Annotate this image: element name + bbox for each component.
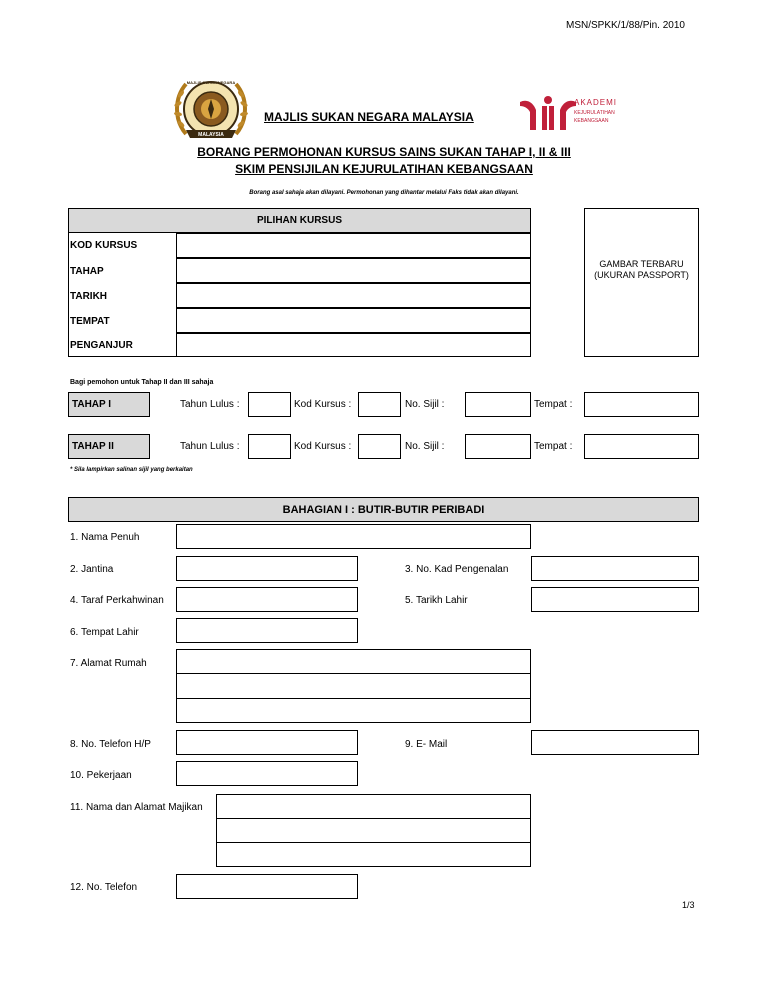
- akademi-logo-line2: KEJURULATIHAN: [574, 110, 615, 116]
- tarikh-field[interactable]: [176, 283, 531, 308]
- pilihan-kursus-title: PILIHAN KURSUS: [256, 215, 342, 226]
- kad-pengenalan-input[interactable]: [531, 556, 699, 581]
- tahap-1-tempat-input[interactable]: [584, 392, 699, 417]
- tahap-field[interactable]: [176, 258, 531, 283]
- tempat-field[interactable]: [176, 308, 531, 333]
- label-penganjur: PENGANJUR: [70, 340, 133, 351]
- tahap-note: Bagi pemohon untuk Tahap II dan III sahaja: [70, 379, 214, 386]
- msn-logo-ring-text: MAJLIS SUKAN NEGARA: [186, 80, 236, 85]
- label-telefon-majikan: 12. No. Telefon: [70, 882, 138, 893]
- alamat-rumah-input-line2[interactable]: [176, 673, 531, 699]
- tahap-2-label: TAHAP II: [72, 441, 114, 452]
- jantina-input[interactable]: [176, 556, 358, 581]
- tarikh-lahir-input[interactable]: [531, 587, 699, 612]
- tahap-2-tempat-label: Tempat :: [534, 441, 573, 452]
- tahap-2-kod-input[interactable]: [358, 434, 401, 459]
- pilihan-bottom-border: [68, 356, 531, 357]
- label-tarikh: TARIKH: [70, 291, 108, 302]
- tahap-2-sijil-input[interactable]: [465, 434, 531, 459]
- org-title: MAJLIS SUKAN NEGARA MALAYSIA: [264, 110, 474, 124]
- tahap-2-sijil-label: No. Sijil :: [405, 441, 445, 452]
- bahagian-1-header: [68, 497, 699, 522]
- tahap-2-tahun-label: Tahun Lulus :: [180, 441, 240, 452]
- tempat-lahir-input[interactable]: [176, 618, 358, 643]
- tahap-1-tahun-label: Tahun Lulus :: [180, 399, 240, 410]
- taraf-perkahwinan-input[interactable]: [176, 587, 358, 612]
- majikan-input-line1[interactable]: [216, 794, 531, 819]
- tahap-2-kod-label: Kod Kursus :: [294, 441, 352, 452]
- majikan-input-line3[interactable]: [216, 842, 531, 867]
- tahap-1-kod-input[interactable]: [358, 392, 401, 417]
- label-majikan: 11. Nama dan Alamat Majikan: [70, 802, 203, 813]
- alamat-rumah-input-line1[interactable]: [176, 649, 531, 674]
- label-jantina: 2. Jantina: [70, 564, 114, 575]
- alamat-rumah-input-line3[interactable]: [176, 698, 531, 723]
- label-tahap: TAHAP: [70, 266, 104, 277]
- label-taraf-perkahwinan: 4. Taraf Perkahwinan: [70, 595, 164, 606]
- akademi-logo: [518, 96, 618, 136]
- form-title: BORANG PERMOHONAN KURSUS SAINS SUKAN TAHAP I, II & III: [197, 145, 571, 159]
- form-note: Borang asal sahaja akan dilayani. Permohonan yang dihantar melalui Faks tidak akan dilayani.: [249, 190, 519, 196]
- label-kod-kursus: KOD KURSUS: [70, 240, 138, 251]
- tahap-2-label-cell: [68, 434, 150, 459]
- document-reference: MSN/SPKK/1/88/Pin. 2010: [566, 20, 685, 31]
- tahap-1-sijil-input[interactable]: [465, 392, 531, 417]
- tahap-1-label: TAHAP I: [72, 399, 112, 410]
- nama-penuh-input[interactable]: [176, 524, 531, 549]
- pilihan-left-border: [68, 233, 69, 357]
- tahap-1-kod-label: Kod Kursus :: [294, 399, 352, 410]
- label-tarikh-lahir: 5. Tarikh Lahir: [405, 595, 468, 606]
- label-tempat: TEMPAT: [70, 316, 110, 327]
- attach-note: * Sila lampirkan salinan sijil yang berkaitan: [70, 467, 193, 473]
- tahap-1-sijil-label: No. Sijil :: [405, 399, 445, 410]
- telefon-hp-input[interactable]: [176, 730, 358, 755]
- telefon-majikan-input[interactable]: [176, 874, 358, 899]
- tahap-1-label-cell: [68, 392, 150, 417]
- majikan-input-line2[interactable]: [216, 818, 531, 843]
- akademi-logo-line1: AKADEMI: [574, 98, 618, 107]
- msn-logo: [172, 72, 250, 146]
- photo-box-line1: GAMBAR TERBARU: [599, 259, 684, 269]
- email-input[interactable]: [531, 730, 699, 755]
- kod-kursus-field[interactable]: [176, 233, 531, 258]
- label-kad-pengenalan: 3. No. Kad Pengenalan: [405, 564, 509, 575]
- label-telefon-hp: 8. No. Telefon H/P: [70, 739, 151, 750]
- page-number: 1/3: [682, 900, 695, 910]
- label-pekerjaan: 10. Pekerjaan: [70, 770, 132, 781]
- label-nama-penuh: 1. Nama Penuh: [70, 532, 140, 543]
- akademi-logo-line3: KEBANGSAAN: [574, 118, 609, 124]
- tahap-2-tahun-input[interactable]: [248, 434, 291, 459]
- pilihan-kursus-header: [68, 208, 531, 233]
- photo-box[interactable]: [584, 208, 699, 357]
- tahap-2-tempat-input[interactable]: [584, 434, 699, 459]
- pekerjaan-input[interactable]: [176, 761, 358, 786]
- msn-logo-bottom-text: MALAYSIA: [198, 132, 224, 138]
- penganjur-field[interactable]: [176, 333, 531, 357]
- label-alamat-rumah: 7. Alamat Rumah: [70, 658, 147, 669]
- label-email: 9. E- Mail: [405, 739, 448, 750]
- tahap-1-tahun-input[interactable]: [248, 392, 291, 417]
- photo-box-line2: (UKURAN PASSPORT): [594, 270, 689, 280]
- form-subtitle: SKIM PENSIJILAN KEJURULATIHAN KEBANGSAAN: [235, 162, 533, 176]
- tahap-1-tempat-label: Tempat :: [534, 399, 573, 410]
- bahagian-1-title: BAHAGIAN I : BUTIR-BUTIR PERIBADI: [282, 504, 485, 516]
- label-tempat-lahir: 6. Tempat Lahir: [70, 627, 139, 638]
